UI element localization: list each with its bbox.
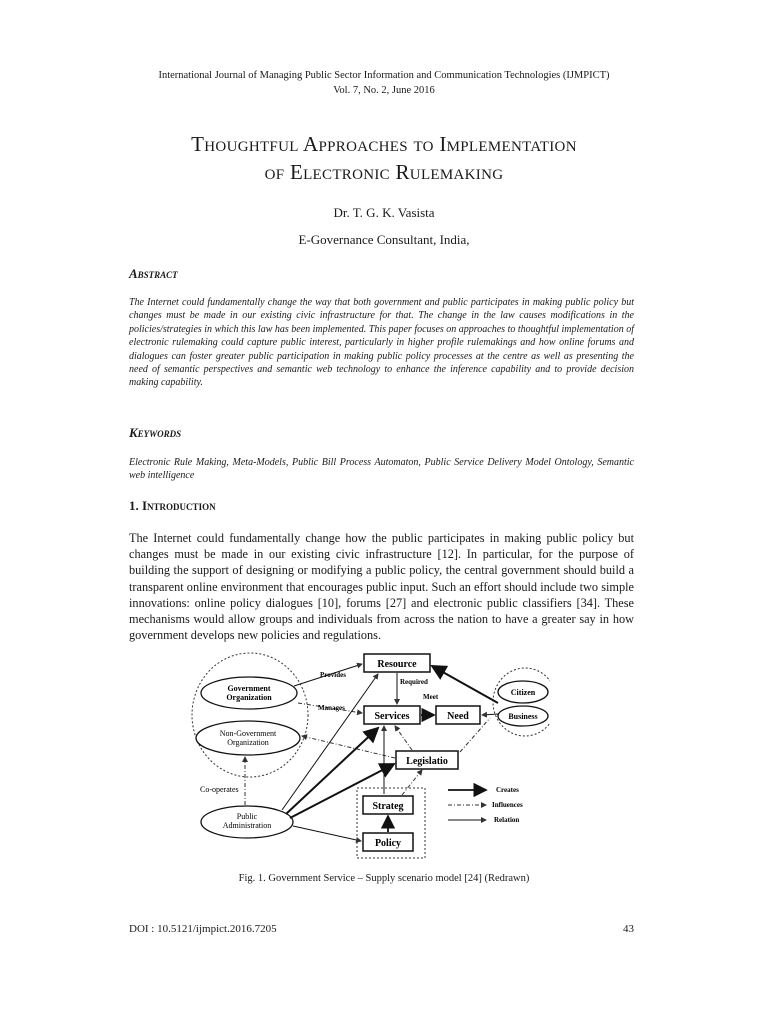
cooperates-edge-label: Co-operates bbox=[200, 785, 239, 794]
citizen-resource-edge bbox=[432, 666, 498, 703]
ngo-label-2: Organization bbox=[227, 738, 269, 747]
government-service-diagram bbox=[190, 648, 550, 863]
legislatio-services-edge bbox=[395, 726, 412, 750]
public-admin-label-1: Public bbox=[236, 812, 258, 821]
meet-edge-label: Meet bbox=[423, 693, 439, 701]
citizen-label: Citizen bbox=[510, 688, 536, 697]
strateg-label: Strateg bbox=[372, 801, 404, 812]
paper-title-line2: of Electronic Rulemaking bbox=[264, 160, 504, 184]
organizations-group-oval bbox=[192, 653, 308, 777]
footer-doi: DOI : 10.5121/ijmpict.2016.7205 bbox=[129, 923, 277, 935]
paper-title-line1: Thoughtful Approaches to Implementation bbox=[191, 132, 577, 156]
legislatio-label: Legislatio bbox=[406, 756, 448, 767]
journal-header-line1: International Journal of Managing Public Sector Information and Communication Technologies (IJMPICT) bbox=[158, 70, 610, 81]
strateg-legislatio-edge bbox=[402, 770, 422, 795]
keywords-heading: Keywords bbox=[129, 425, 182, 440]
resource-label: Resource bbox=[377, 659, 417, 670]
business-label: Business bbox=[508, 712, 538, 721]
legend-influences-label: Influences bbox=[492, 801, 523, 809]
provides-edge-label: Provides bbox=[320, 671, 346, 679]
admin-policy-edge bbox=[293, 826, 361, 841]
services-label: Services bbox=[374, 711, 410, 722]
manages-edge-label: Manages bbox=[318, 704, 345, 712]
abstract-text: The Internet could fundamentally change the way that both government and public participates in making public policy but changes must be made in our existing civic infrastructure for that. The change in the law causes modifications in the policies/strategies in which this law has been implemented. This paper focuses on approaches to thoughtful implementation of electronic rulemaking could capture public interest, particularly in higher profile rulemakings and how online forums and dialogues can foster greater public participation in making public policy processes at the centre as well as presenting the need of semantic perspectives and semantic web technology to enhance the inference capability and to provide decision making capability. bbox=[129, 297, 634, 389]
legend-relation-label: Relation bbox=[494, 816, 520, 824]
required-edge-label: Required bbox=[400, 678, 428, 686]
public-admin-label-2: Administration bbox=[222, 821, 272, 830]
introduction-text: The Internet could fundamentally change how the public participates in making public policy but changes must be made in our existing civic infrastructure [12]. In particular, for the purpose of building the support of designing or modifying a public policy, the central government should build a transparent online environment that encourages public input. Such an effort should include two simple innovations: online policy dialogues [10], forums [27] and electronic public classifiers [34]. These mechanisms would allow groups and individuals from across the nation to have a greater say in how government develops new policies and regulations. bbox=[129, 531, 634, 643]
keywords-text: Electronic Rule Making, Meta-Models, Public Bill Process Automaton, Public Service Delivery Model Ontology, Semantic web intelligence bbox=[129, 457, 634, 482]
gov-org-label-2: Organization bbox=[226, 693, 272, 702]
figure-caption: Fig. 1. Government Service – Supply scenario model [24] (Redrawn) bbox=[238, 873, 530, 884]
need-label: Need bbox=[447, 711, 469, 722]
abstract-heading: Abstract bbox=[129, 266, 178, 281]
introduction-heading: 1. Introduction bbox=[129, 498, 216, 513]
journal-header-line2: Vol. 7, No. 2, June 2016 bbox=[333, 85, 435, 96]
legend-creates-label: Creates bbox=[496, 786, 519, 794]
gov-org-label-1: Government bbox=[227, 684, 271, 693]
page-number: 43 bbox=[623, 923, 634, 935]
ngo-label-1: Non-Government bbox=[219, 729, 277, 738]
figure-diagram bbox=[190, 648, 550, 863]
author-name: Dr. T. G. K. Vasista bbox=[333, 205, 435, 220]
author-affiliation: E-Governance Consultant, India, bbox=[298, 232, 470, 247]
policy-label: Policy bbox=[374, 838, 402, 849]
business-need-edge bbox=[482, 714, 498, 715]
